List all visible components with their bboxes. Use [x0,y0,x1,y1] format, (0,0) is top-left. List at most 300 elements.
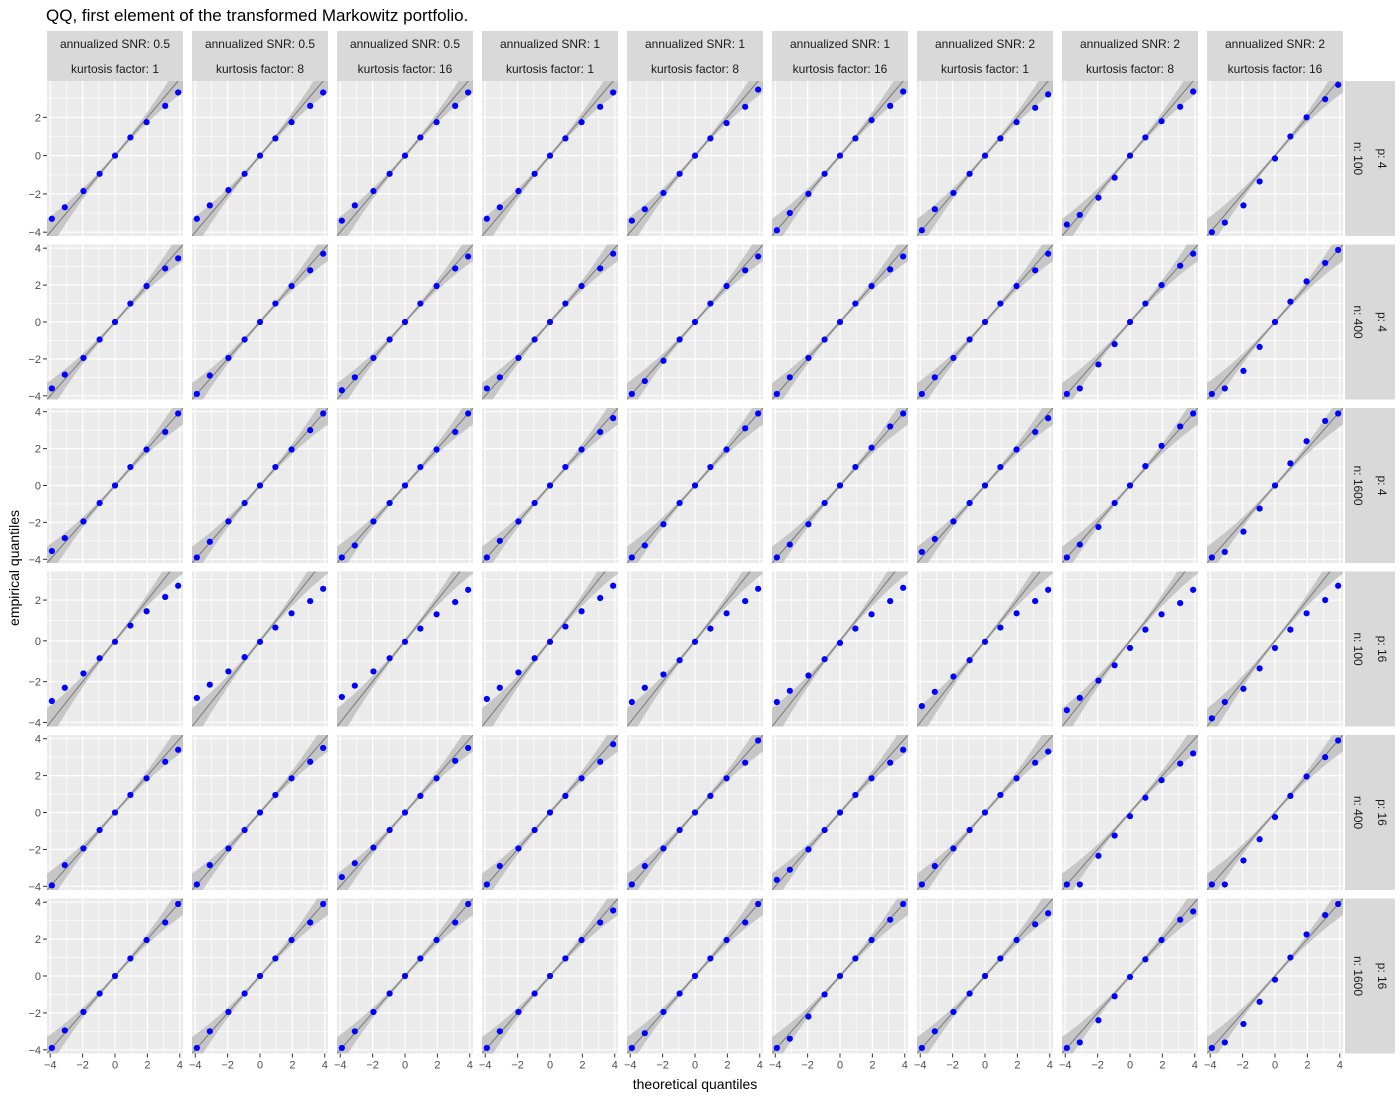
qq-point [1112,175,1118,181]
qq-point [1112,993,1118,999]
qq-point [1032,598,1038,604]
qq-point [805,355,811,361]
column-strip-label: kurtosis factor: 16 [357,62,453,76]
qq-point [307,267,313,273]
qq-point [642,863,648,869]
qq-point [143,608,149,614]
qq-point [1127,319,1133,325]
x-tick-label: 4 [466,1059,473,1072]
qq-point [515,518,521,524]
qq-point [982,809,988,815]
qq-point [1190,908,1196,914]
qq-point [417,300,423,306]
qq-point [900,585,906,591]
qq-point [805,521,811,527]
qq-point [62,535,68,541]
qq-point [175,901,181,907]
qq-point [320,410,326,416]
x-tick-label: 2 [434,1059,441,1072]
qq-point [1013,446,1019,452]
qq-point [629,391,635,397]
qq-point [225,1009,231,1015]
facet-panel [756,872,921,1081]
qq-point [1177,263,1183,269]
facet-panel [324,218,486,427]
facet-panel [1046,872,1211,1081]
qq-point [629,554,635,560]
column-strip-label: kurtosis factor: 8 [1085,62,1175,76]
column-strip-label: annualized SNR: 2 [1079,37,1181,51]
qq-point [967,990,973,996]
facet-panel [904,218,1066,427]
column-strip-headers [47,31,1343,81]
y-tick-label: −2 [28,844,41,857]
qq-point [837,482,843,488]
qq-point [339,554,345,560]
y-tick-label: 4 [34,406,41,419]
qq-point [1077,695,1083,701]
qq-point [1013,283,1019,289]
qq-point [1142,134,1148,140]
qq-point [272,300,278,306]
qq-point [837,809,843,815]
qq-point [484,554,490,560]
qq-point [452,758,458,764]
qq-point [1335,247,1341,253]
qq-point [932,374,938,380]
qq-point [162,759,168,765]
qq-point [562,955,568,961]
qq-point [62,371,68,377]
qq-point [932,689,938,695]
qq-point [387,171,393,177]
qq-point [370,518,376,524]
y-axis-title: empirical quantiles [6,510,22,626]
qq-point [1095,853,1101,859]
qq-point [49,882,55,888]
row-strip-label: n: 1600 [1351,955,1365,997]
facet-panel [1049,381,1211,590]
qq-point [1287,299,1293,305]
qq-point [1303,114,1309,120]
qq-point [1322,754,1328,760]
facet-panel [176,872,341,1081]
qq-point [610,741,616,747]
facet-panel [901,872,1066,1081]
qq-point [692,639,698,645]
facet-panel [324,708,486,917]
qq-point [402,153,408,159]
x-tick-label: −4 [1203,1059,1217,1072]
qq-point [1142,463,1148,469]
qq-point [320,745,326,751]
qq-point [1322,912,1328,918]
qq-point [175,255,181,261]
qq-point [837,640,843,646]
qq-point [1045,91,1051,97]
facet-panel [469,708,631,917]
qq-point [997,792,1003,798]
qq-point [225,845,231,851]
qq-point [1013,610,1019,616]
qq-point [339,694,345,700]
qq-point [1257,505,1263,511]
y-tick-label: −2 [28,188,41,201]
qq-point [774,227,780,233]
qq-point [1064,554,1070,560]
qq-point [1303,931,1309,937]
column-strip-label: kurtosis factor: 8 [215,62,305,76]
qq-point [1112,500,1118,506]
x-tick-label: −4 [43,1059,57,1072]
x-tick-label: 0 [1126,1059,1134,1072]
qq-point [1142,627,1148,633]
qq-point [339,218,345,224]
facet-panel [614,218,776,427]
qq-point [242,654,248,660]
qq-point [805,846,811,852]
qq-point [723,937,729,943]
y-tick-label: 2 [34,443,41,456]
qq-point [112,809,118,815]
qq-point [1077,385,1083,391]
qq-point [707,793,713,799]
qq-point [787,688,793,694]
qq-point [597,104,603,110]
qq-point [257,973,263,979]
qq-point [642,685,648,691]
column-strip-label: annualized SNR: 2 [1224,37,1326,51]
facet-panel [179,381,341,590]
qq-point [1013,775,1019,781]
qq-point [677,990,683,996]
qq-point [1222,1039,1228,1045]
qq-point [1064,391,1070,397]
qq-point [919,549,925,555]
qq-point [194,554,200,560]
qq-point [887,423,893,429]
x-tick-label: −2 [511,1059,524,1072]
qq-point [80,518,86,524]
qq-point [822,827,828,833]
qq-point [787,210,793,216]
qq-point [175,747,181,753]
qq-point [774,1045,780,1051]
qq-point [547,482,553,488]
qq-point [1272,319,1278,325]
facet-panel [1049,708,1211,917]
y-axes [28,112,47,1056]
facet-panel [34,218,196,427]
qq-point [1142,956,1148,962]
qq-point [162,429,168,435]
qq-point [532,655,538,661]
qq-point [1272,814,1278,820]
qq-point [755,253,761,259]
qq-point [257,319,263,325]
qq-point [932,863,938,869]
qq-point [1257,665,1263,671]
qq-point [997,955,1003,961]
x-tick-label: 0 [256,1059,264,1072]
qq-point [370,844,376,850]
qq-point [162,103,168,109]
qq-point [532,171,538,177]
qq-point [465,745,471,751]
qq-point [175,583,181,589]
qq-point [143,775,149,781]
qq-point [1209,554,1215,560]
qq-point [822,991,828,997]
qq-point [1112,832,1118,838]
qq-point [387,655,393,661]
qq-point [402,973,408,979]
qq-point [900,901,906,907]
qq-point [1303,438,1309,444]
qq-point [112,153,118,159]
qq-point [1127,153,1133,159]
qq-point [1032,760,1038,766]
qq-point [692,153,698,159]
column-strip-label: kurtosis factor: 1 [505,62,595,76]
y-tick-label: 0 [34,480,41,493]
qq-point [1322,96,1328,102]
qq-point [755,901,761,907]
y-tick-label: −4 [28,717,41,730]
qq-point [852,792,858,798]
y-tick-label: 0 [34,807,41,820]
x-tick-label: −4 [478,1059,492,1072]
qq-point [967,171,973,177]
qq-point [112,639,118,645]
y-tick-label: −2 [28,517,41,530]
qq-point [417,464,423,470]
qq-point [950,355,956,361]
qq-point [1045,910,1051,916]
y-tick-label: −4 [28,554,41,567]
qq-point [997,624,1003,630]
qq-point [723,610,729,616]
qq-point [97,171,103,177]
x-tick-label: 2 [579,1059,586,1072]
y-tick-label: 2 [34,280,41,293]
qq-point [707,464,713,470]
qq-point [1287,133,1293,139]
qq-point [578,775,584,781]
qq-point [1209,881,1215,887]
qq-point [307,103,313,109]
column-strip-label: kurtosis factor: 16 [1227,62,1323,76]
qq-point [175,410,181,416]
qq-point [387,336,393,342]
facet-panel [759,381,921,590]
row-strip-headers [1345,81,1395,1054]
qq-point [387,990,393,996]
qq-point [597,919,603,925]
qq-point [339,387,345,393]
x-tick-label: 2 [289,1059,296,1072]
qq-point [547,809,553,815]
row-strip-label: n: 1600 [1351,465,1365,506]
qq-point [1240,368,1246,374]
qq-point [1032,105,1038,111]
x-tick-label: −4 [768,1059,782,1072]
qq-point [402,482,408,488]
qq-point [80,188,86,194]
qq-point [1287,793,1293,799]
qq-point [950,518,956,524]
qq-point [982,153,988,159]
qq-point [642,378,648,384]
qq-point [707,300,713,306]
qq-point [97,655,103,661]
qq-point [1095,1017,1101,1023]
qq-point [742,267,748,273]
qq-point [1158,937,1164,943]
row-strip-label: p: 16 [1375,635,1389,663]
qq-point [1127,974,1133,980]
x-tick-label: −2 [656,1059,669,1072]
qq-point [1257,344,1263,350]
row-strip-label: p: 4 [1375,148,1389,169]
qq-point [127,955,133,961]
qq-point [370,188,376,194]
qq-point [307,427,313,433]
qq-point [982,973,988,979]
qq-point [610,415,616,421]
x-tick-label: 4 [176,1059,183,1072]
column-strip-label: annualized SNR: 0.5 [204,37,316,51]
qq-point [1335,901,1341,907]
x-tick-label: −2 [946,1059,959,1072]
qq-point [1257,178,1263,184]
qq-point [755,586,761,592]
y-tick-label: 0 [34,150,41,163]
qq-point [707,135,713,141]
qq-point [352,1028,358,1034]
qq-point [1045,415,1051,421]
y-tick-label: 0 [34,971,41,983]
qq-point [1209,391,1215,397]
qq-point [272,135,278,141]
qq-point [402,319,408,325]
qq-point [1335,410,1341,416]
x-tick-label: −4 [1058,1059,1072,1072]
qq-point [677,827,683,833]
qq-point [62,204,68,210]
qq-point [887,598,893,604]
qq-point [755,87,761,93]
qq-point [629,881,635,887]
qq-point [320,901,326,907]
qq-point [692,319,698,325]
qq-point [257,482,263,488]
qq-point [257,153,263,159]
qq-point [1335,82,1341,88]
qq-point [900,747,906,753]
y-tick-label: −4 [28,1044,41,1057]
x-tick-label: −4 [623,1059,637,1072]
qq-point [127,622,133,628]
y-tick-label: −2 [28,353,41,366]
x-tick-label: 0 [981,1059,989,1072]
qq-point [452,103,458,109]
qq-point [402,639,408,645]
qq-point [1158,777,1164,783]
qq-point [484,881,490,887]
qq-point [515,669,521,675]
qq-point [692,482,698,488]
qq-point [1032,921,1038,927]
qq-point [484,696,490,702]
y-tick-label: −4 [28,881,41,894]
qq-point [49,216,55,222]
qq-point [1303,610,1309,616]
qq-point [852,464,858,470]
qq-point [320,251,326,257]
x-tick-label: 4 [1336,1059,1343,1072]
qq-point [143,119,149,125]
y-tick-label: 4 [34,897,41,910]
qq-point [967,657,973,663]
qq-point [919,227,925,233]
qq-point [1013,937,1019,943]
qq-point [1322,260,1328,266]
qq-point [660,845,666,851]
qq-point [1177,917,1183,923]
qq-point [1127,482,1133,488]
qq-point [562,793,568,799]
x-tick-label: 4 [611,1059,618,1072]
y-tick-label: 2 [34,770,41,783]
qq-point [288,283,294,289]
qq-point [642,206,648,212]
y-tick-label: −4 [28,390,41,403]
qq-point [1095,195,1101,201]
x-tick-label: 0 [401,1059,409,1072]
x-tick-label: 4 [901,1059,908,1072]
qq-point [465,410,471,416]
y-tick-label: −2 [28,1007,41,1020]
qq-point [532,827,538,833]
qq-point [1095,678,1101,684]
qq-point [787,541,793,547]
qq-point [484,385,490,391]
qq-point [723,446,729,452]
qq-point [900,88,906,94]
qq-point [433,775,439,781]
facet-panel [1194,381,1356,590]
qq-point [1240,686,1246,692]
qq-point [787,867,793,873]
qq-point [1045,749,1051,755]
qq-point [774,554,780,560]
qq-point [417,793,423,799]
qq-point [433,446,439,452]
qq-point [562,300,568,306]
qq-point [1272,482,1278,488]
qq-point [257,639,263,645]
qq-point [162,919,168,925]
qq-point [597,429,603,435]
qq-point [532,990,538,996]
qq-point [597,595,603,601]
qq-point [1077,881,1083,887]
qq-point [143,283,149,289]
qq-point [597,759,603,765]
x-tick-label: 2 [869,1059,876,1072]
facet-panel [614,381,776,590]
